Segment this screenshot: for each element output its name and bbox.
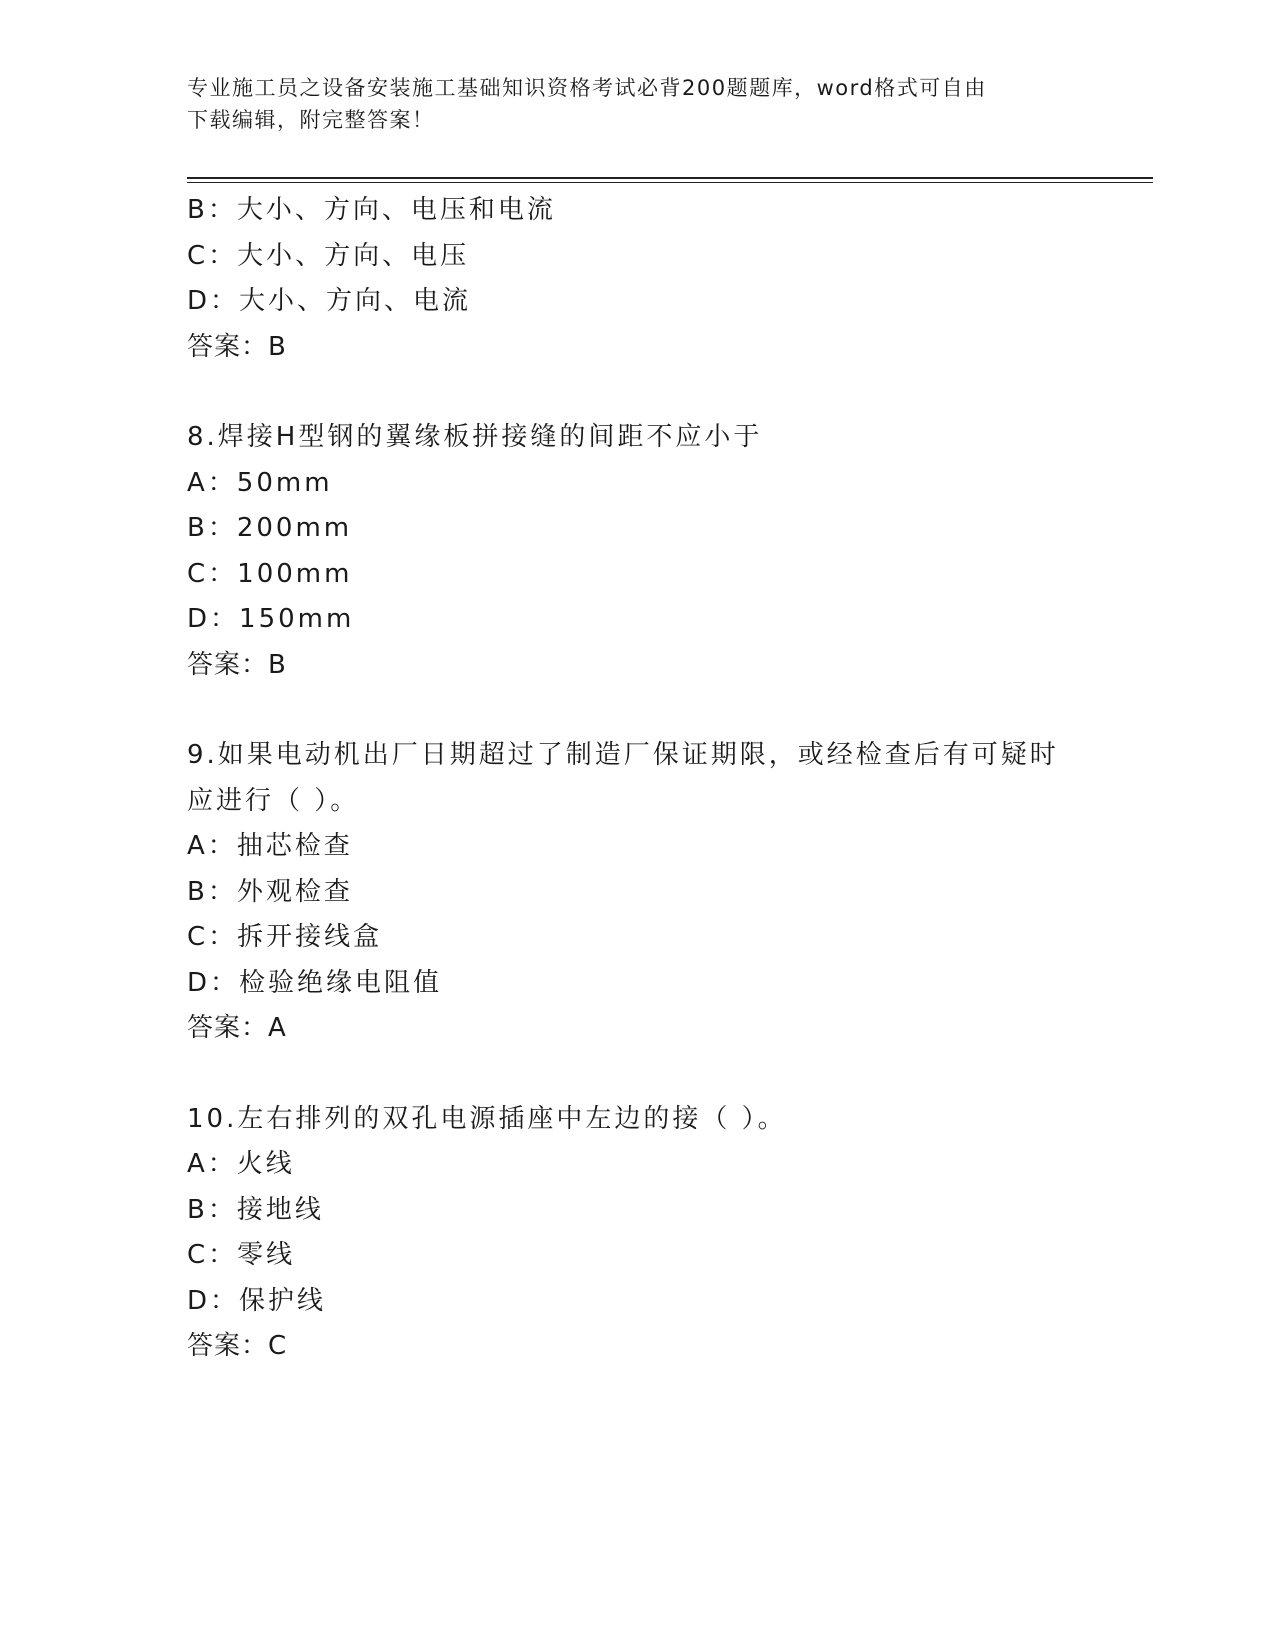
question-block-8 (187, 415, 1087, 688)
question-block-10 (187, 1097, 1087, 1370)
document-header (187, 72, 1067, 136)
answer-line: 答案：B (187, 649, 287, 680)
option-c: C：100mm (187, 558, 353, 589)
option-d: D：保护线 (187, 1285, 327, 1316)
question-content (187, 188, 1087, 1370)
question-stem-line-2: 应进行（ ）。 (187, 785, 360, 816)
option-c: C：拆开接线盒 (187, 922, 383, 952)
option-b: B：接地线 (187, 1194, 324, 1225)
spacer (187, 1052, 1087, 1097)
question-block-9 (187, 733, 1087, 1052)
spacer (187, 688, 1087, 733)
option-c: C：大小、方向、电压 (187, 240, 470, 271)
header-title-line-1: 专业施工员之设备安装施工基础知识资格考试必背200题题库，word格式可自由 (187, 76, 987, 100)
question-stem: 8.焊接H型钢的翼缘板拼接缝的间距不应小于 (187, 422, 763, 452)
option-a: A：抽芯检查 (187, 831, 353, 861)
option-d: D：大小、方向、电流 (187, 286, 472, 316)
question-block-previous (187, 188, 1087, 370)
option-b: B：200mm (187, 513, 353, 543)
header-divider-thin (187, 182, 1153, 183)
option-a: A：50mm (187, 467, 333, 498)
spacer (187, 370, 1087, 415)
answer-line: 答案：C (187, 1331, 288, 1361)
header-divider-thick (187, 177, 1153, 179)
question-stem-line-1: 9.如果电动机出厂日期超过了制造厂保证期限，或经检查后有可疑时 (187, 740, 1059, 770)
option-b: B：大小、方向、电压和电流 (187, 195, 556, 225)
header-title-line-2: 下载编辑，附完整答案！ (187, 108, 435, 132)
option-b: B：外观检查 (187, 876, 353, 907)
answer-line: 答案：A (187, 1013, 287, 1043)
option-d: D：150mm (187, 604, 355, 634)
answer-line: 答案：B (187, 331, 287, 362)
question-stem: 10.左右排列的双孔电源插座中左边的接（ ）。 (187, 1103, 787, 1134)
option-d: D：检验绝缘电阻值 (187, 967, 443, 998)
option-c: C：零线 (187, 1240, 296, 1270)
option-a: A：火线 (187, 1149, 295, 1179)
